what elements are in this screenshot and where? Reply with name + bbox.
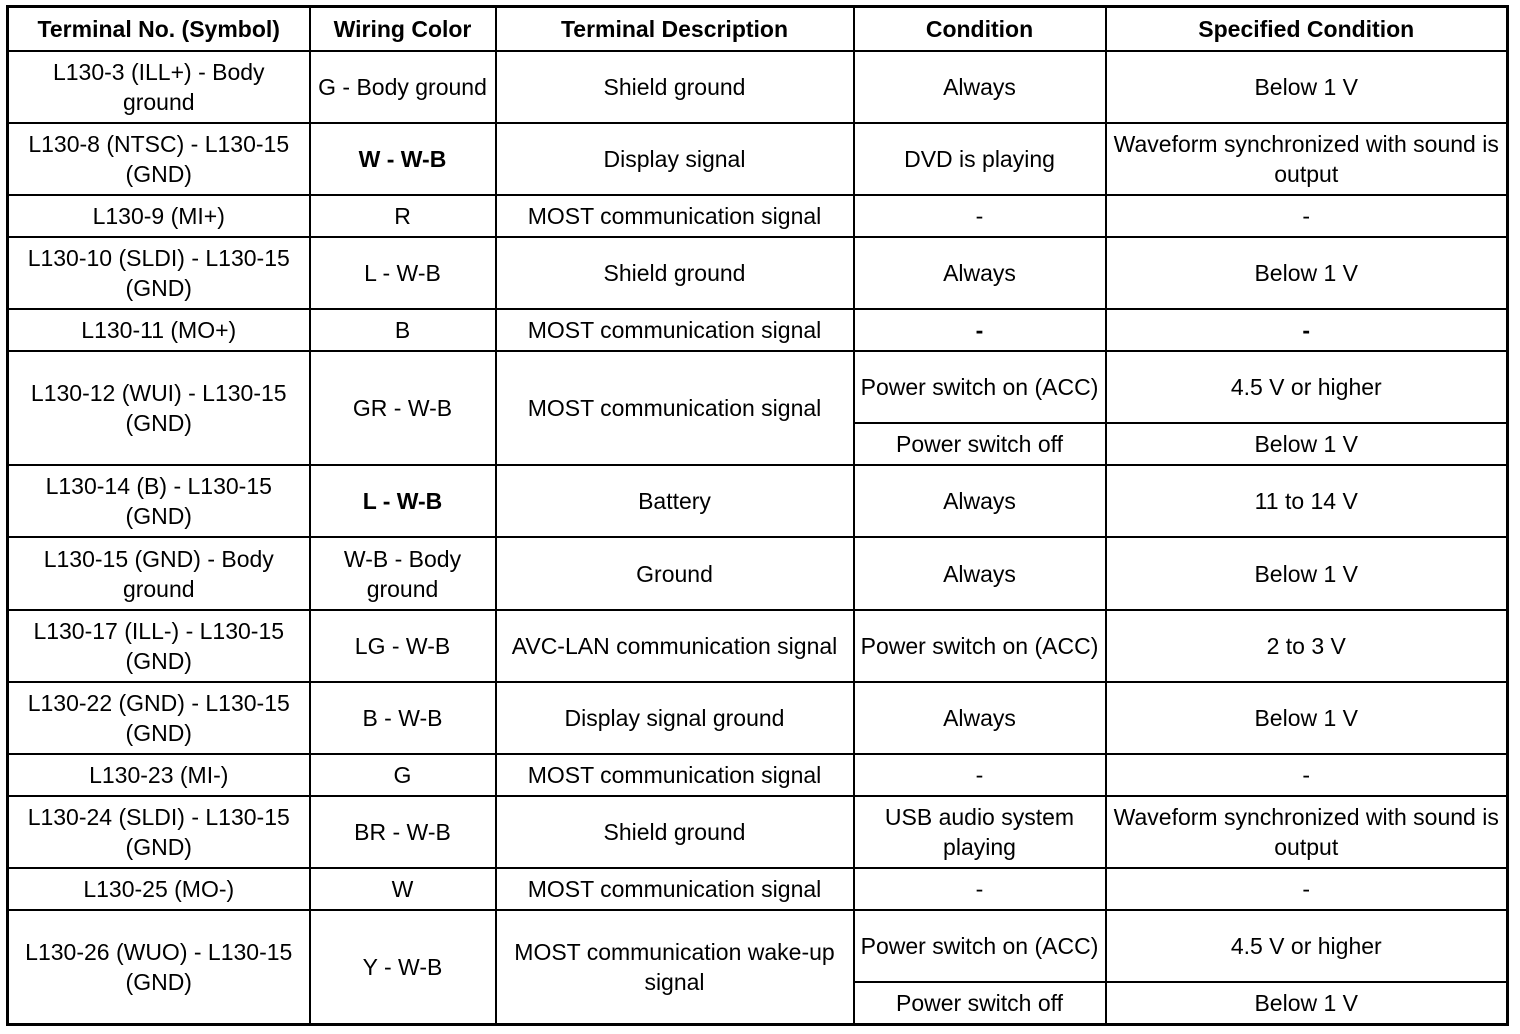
specified-condition-cell: -: [1106, 754, 1508, 796]
specified-condition-cell: Below 1 V: [1106, 537, 1508, 609]
table-row: [8, 682, 1508, 754]
description-cell: Display signal ground: [496, 682, 854, 754]
wiring-color-cell: L - W-B: [310, 237, 496, 309]
wiring-color-cell: G - Body ground: [310, 51, 496, 123]
wiring-color-cell: B - W-B: [310, 682, 496, 754]
table-row: [8, 465, 1508, 537]
specified-condition-cell: Below 1 V: [1106, 423, 1508, 465]
description-cell: MOST communication signal: [496, 754, 854, 796]
condition-cell: Power switch on (ACC): [854, 610, 1106, 682]
wiring-color-cell: GR - W-B: [310, 351, 496, 465]
wiring-color-cell: W: [310, 868, 496, 910]
wiring-color-cell: LG - W-B: [310, 610, 496, 682]
terminal-cell: L130-12 (WUI) - L130-15 (GND): [8, 351, 310, 465]
specified-condition-cell: 4.5 V or higher: [1106, 910, 1508, 982]
terminal-cell: L130-8 (NTSC) - L130-15 (GND): [8, 123, 310, 195]
description-cell: Shield ground: [496, 51, 854, 123]
condition-cell: -: [854, 309, 1106, 351]
condition-cell: USB audio system playing: [854, 796, 1106, 868]
specified-condition-cell: Below 1 V: [1106, 237, 1508, 309]
specified-condition-cell: 2 to 3 V: [1106, 610, 1508, 682]
description-cell: Ground: [496, 537, 854, 609]
terminal-spec-table: [6, 5, 1509, 1026]
condition-cell: Always: [854, 537, 1106, 609]
table-row: [8, 754, 1508, 796]
table-row: [8, 51, 1508, 123]
header-condition: Condition: [854, 7, 1106, 51]
wiring-color-cell: R: [310, 195, 496, 237]
table-row: [8, 910, 1508, 982]
description-cell: Display signal: [496, 123, 854, 195]
table-row: [8, 309, 1508, 351]
table-row: [8, 351, 1508, 423]
table-row: [8, 237, 1508, 309]
header-terminal-description: Terminal Description: [496, 7, 854, 51]
specified-condition-cell: Below 1 V: [1106, 982, 1508, 1024]
description-cell: MOST communication signal: [496, 868, 854, 910]
wiring-color-cell: Y - W-B: [310, 910, 496, 1024]
header-row: [8, 7, 1508, 51]
specified-condition-cell: Below 1 V: [1106, 51, 1508, 123]
terminal-cell: L130-3 (ILL+) - Body ground: [8, 51, 310, 123]
wiring-color-cell: B: [310, 309, 496, 351]
table-row: [8, 796, 1508, 868]
header-specified-condition: Specified Condition: [1106, 7, 1508, 51]
condition-cell: -: [854, 195, 1106, 237]
header-terminal: Terminal No. (Symbol): [8, 7, 310, 51]
condition-cell: Power switch on (ACC): [854, 351, 1106, 423]
terminal-cell: L130-17 (ILL-) - L130-15 (GND): [8, 610, 310, 682]
condition-cell: DVD is playing: [854, 123, 1106, 195]
terminal-cell: L130-24 (SLDI) - L130-15 (GND): [8, 796, 310, 868]
terminal-cell: L130-14 (B) - L130-15 (GND): [8, 465, 310, 537]
specified-condition-cell: -: [1106, 868, 1508, 910]
specified-condition-cell: Waveform synchronized with sound is output: [1106, 796, 1508, 868]
wiring-color-cell: L - W-B: [310, 465, 496, 537]
specified-condition-cell: Below 1 V: [1106, 682, 1508, 754]
description-cell: AVC-LAN communication signal: [496, 610, 854, 682]
description-cell: MOST communication signal: [496, 351, 854, 465]
terminal-cell: L130-25 (MO-): [8, 868, 310, 910]
specified-condition-cell: 11 to 14 V: [1106, 465, 1508, 537]
condition-cell: Always: [854, 682, 1106, 754]
table-row: [8, 123, 1508, 195]
terminal-cell: L130-11 (MO+): [8, 309, 310, 351]
specified-condition-cell: 4.5 V or higher: [1106, 351, 1508, 423]
description-cell: Battery: [496, 465, 854, 537]
condition-cell: Always: [854, 237, 1106, 309]
wiring-color-cell: W-B - Body ground: [310, 537, 496, 609]
terminal-cell: L130-22 (GND) - L130-15 (GND): [8, 682, 310, 754]
wiring-color-cell: BR - W-B: [310, 796, 496, 868]
terminal-cell: L130-23 (MI-): [8, 754, 310, 796]
table-row: [8, 195, 1508, 237]
table-row: [8, 868, 1508, 910]
specified-condition-cell: -: [1106, 195, 1508, 237]
description-cell: MOST communication signal: [496, 309, 854, 351]
condition-cell: Always: [854, 465, 1106, 537]
condition-cell: Power switch off: [854, 423, 1106, 465]
terminal-cell: L130-10 (SLDI) - L130-15 (GND): [8, 237, 310, 309]
table-row: [8, 537, 1508, 609]
description-cell: MOST communication wake-up signal: [496, 910, 854, 1024]
description-cell: Shield ground: [496, 796, 854, 868]
condition-cell: Power switch off: [854, 982, 1106, 1024]
wiring-color-cell: W - W-B: [310, 123, 496, 195]
header-wiring-color: Wiring Color: [310, 7, 496, 51]
condition-cell: Power switch on (ACC): [854, 910, 1106, 982]
condition-cell: -: [854, 754, 1106, 796]
description-cell: MOST communication signal: [496, 195, 854, 237]
terminal-cell: L130-15 (GND) - Body ground: [8, 537, 310, 609]
condition-cell: Always: [854, 51, 1106, 123]
terminal-cell: L130-26 (WUO) - L130-15 (GND): [8, 910, 310, 1024]
terminal-cell: L130-9 (MI+): [8, 195, 310, 237]
specified-condition-cell: Waveform synchronized with sound is output: [1106, 123, 1508, 195]
specified-condition-cell: -: [1106, 309, 1508, 351]
condition-cell: -: [854, 868, 1106, 910]
description-cell: Shield ground: [496, 237, 854, 309]
table-row: [8, 610, 1508, 682]
wiring-color-cell: G: [310, 754, 496, 796]
